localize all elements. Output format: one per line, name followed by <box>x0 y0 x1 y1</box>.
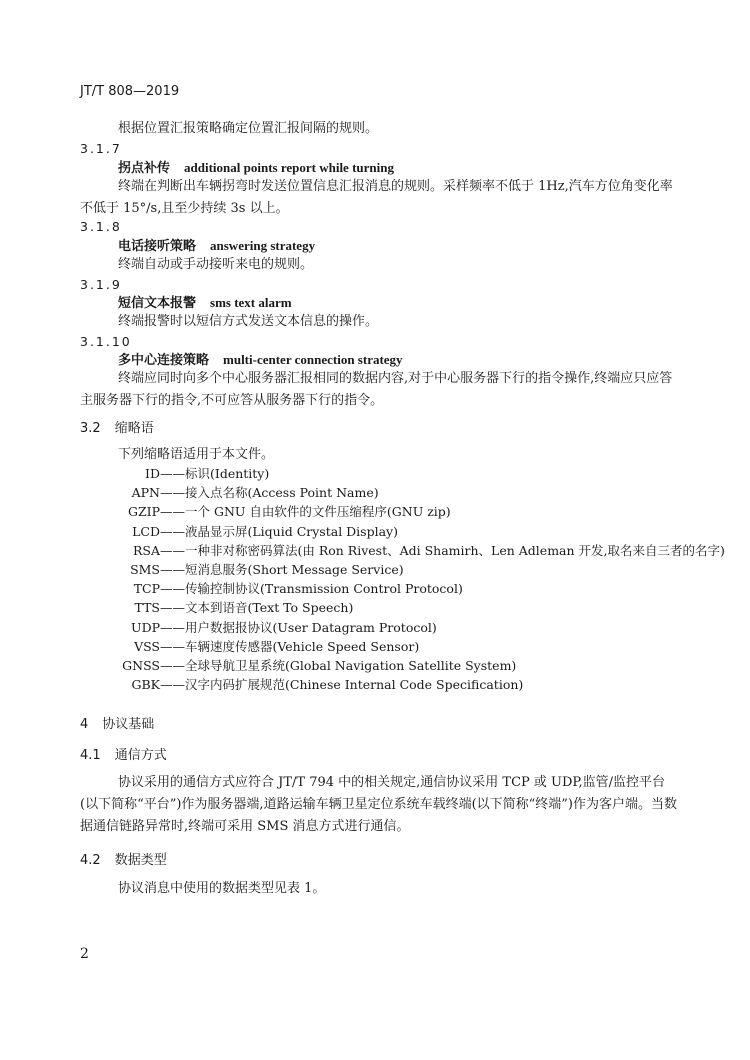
abbreviation-dash: —— <box>160 542 185 558</box>
abbreviation-row <box>0 580 690 598</box>
abbreviation-row <box>0 503 690 521</box>
abbreviation-row <box>0 619 690 637</box>
abbreviation-desc: 标识(Identity) <box>185 466 270 481</box>
abbreviation-code: GZIP <box>127 504 160 520</box>
term-cn: 短信文本报警 <box>118 296 197 311</box>
definition-text: 终端自动或手动接听来电的规则。 <box>118 257 314 272</box>
clause-number: 3.1.7 <box>80 141 122 156</box>
clause-number: 3.1.8 <box>80 219 122 234</box>
section-title: 数据类型 <box>114 853 167 868</box>
section-4-2-text: 协议消息中使用的数据类型见表 1。 <box>118 881 326 896</box>
term-en: multi-center connection strategy <box>223 352 403 367</box>
term-en: answering strategy <box>210 238 316 253</box>
section-number: 4.1 <box>80 748 101 763</box>
abbreviation-desc: 车辆速度传感器(Vehicle Speed Sensor) <box>185 638 420 654</box>
abbreviation-row <box>0 638 690 656</box>
definition-text: 终端报警时以短信方式发送文本信息的操作。 <box>118 314 379 329</box>
abbreviation-row <box>0 657 690 675</box>
section-heading-4-1 <box>80 747 167 765</box>
section-number: 4.2 <box>80 853 101 868</box>
abbreviation-desc: 一个 GNU 自由软件的文件压缩程序(GNU zip) <box>185 504 451 520</box>
abbreviation-code: TCP <box>133 581 160 597</box>
abbreviation-desc: 一种非对称密码算法(由 Ron Rivest、Adi Shamirh、Len Adleman 开发,取名来自三者的名字) <box>185 542 725 558</box>
section-heading-4-2 <box>80 852 167 870</box>
abbreviation-desc: 用户数据报协议(User Datagram Protocol) <box>185 619 437 635</box>
abbreviation-desc: 接入点名称(Access Point Name) <box>185 485 379 501</box>
term-heading <box>118 237 315 256</box>
abbreviation-dash: —— <box>160 677 185 693</box>
term-cn: 电话接听策略 <box>118 239 197 254</box>
abbreviation-dash: —— <box>160 523 185 539</box>
intro-line: 根据位置汇报策略确定位置汇报间隔的规则。 <box>118 121 379 136</box>
definition-text: 终端应同时向多个中心服务器汇报相同的数据内容,对于中心服务器下行的指令操作,终端应只应答主服务器下行的指令,不可应答从服务器下行的指令。 <box>80 371 673 408</box>
abbreviation-code: ID <box>145 466 160 481</box>
section-title: 通信方式 <box>114 748 167 763</box>
abbreviation-dash: —— <box>160 466 185 481</box>
clause-number: 3.1.9 <box>80 277 122 292</box>
section-heading-4 <box>80 716 154 734</box>
abbreviation-code: SMS <box>130 562 160 577</box>
abbreviation-dash: —— <box>160 638 185 654</box>
abbreviation-dash: —— <box>160 658 185 673</box>
clause-number: 3.1.10 <box>80 334 132 349</box>
abbreviation-desc: 文本到语音(Text To Speech) <box>185 600 354 616</box>
abbreviation-dash: —— <box>160 562 185 577</box>
abbreviation-desc: 传输控制协议(Transmission Control Protocol) <box>185 581 463 597</box>
abbreviation-row <box>0 542 725 560</box>
abbreviation-desc: 短消息服务(Short Message Service) <box>185 562 404 577</box>
abbreviation-dash: —— <box>160 485 185 501</box>
section-title: 协议基础 <box>102 717 155 732</box>
abbreviation-desc: 全球导航卫星系统(Global Navigation Satellite System) <box>185 658 517 673</box>
definition-text: 终端在判断出车辆拐弯时发送位置信息汇报消息的规则。采样频率不低于 1Hz,汽车方位角变化率不低于 15°/s,且至少持续 3s 以上。 <box>80 179 673 216</box>
abbreviation-code: GNSS <box>122 658 160 673</box>
abbreviation-row <box>0 465 690 483</box>
abbreviation-row <box>0 561 690 579</box>
abbreviation-intro: 下列缩略语适用于本文件。 <box>118 447 275 462</box>
term-cn: 拐点补传 <box>118 161 171 176</box>
page-number: 2 <box>80 946 89 962</box>
term-heading <box>118 294 292 313</box>
abbreviation-desc: 液晶显示屏(Liquid Crystal Display) <box>185 523 398 539</box>
abbreviation-row <box>0 599 690 617</box>
abbreviation-row <box>0 484 690 502</box>
abbreviation-row <box>0 676 690 694</box>
section-4-1-text: 协议采用的通信方式应符合 JT/T 794 中的相关规定,通信协议采用 TCP 或 UDP,监管/监控平台(以下简称“平台”)作为服务器端,道路运输车辆卫星定位系统车载终端(以下简称“终端”)作为客户端。当数据通信链路异常时,终端可采用 SMS 消息方式进行通信。 <box>80 775 678 834</box>
abbreviation-code: TTS <box>134 600 160 616</box>
term-en: additional points report while turning <box>184 160 394 175</box>
abbreviation-dash: —— <box>160 619 185 635</box>
term-en: sms text alarm <box>210 295 292 310</box>
abbreviation-dash: —— <box>160 581 185 597</box>
standard-code-header: JT/T 808—2019 <box>80 84 180 99</box>
abbreviation-code: APN <box>131 485 160 501</box>
abbreviation-code: UDP <box>131 619 160 635</box>
abbreviation-desc: 汉字内码扩展规范(Chinese Internal Code Specification) <box>185 677 524 693</box>
abbreviation-code: VSS <box>134 638 160 654</box>
section-title: 缩略语 <box>114 421 154 436</box>
section-number: 3.2 <box>80 421 101 436</box>
term-cn: 多中心连接策略 <box>118 353 210 368</box>
abbreviation-dash: —— <box>160 600 185 616</box>
section-heading-3-2 <box>80 420 154 438</box>
abbreviation-code: GBK <box>131 677 160 693</box>
abbreviation-dash: —— <box>160 504 185 520</box>
abbreviation-row <box>0 523 690 541</box>
abbreviation-code: LCD <box>132 523 160 539</box>
abbreviation-code: RSA <box>132 542 160 558</box>
section-number: 4 <box>80 717 89 732</box>
